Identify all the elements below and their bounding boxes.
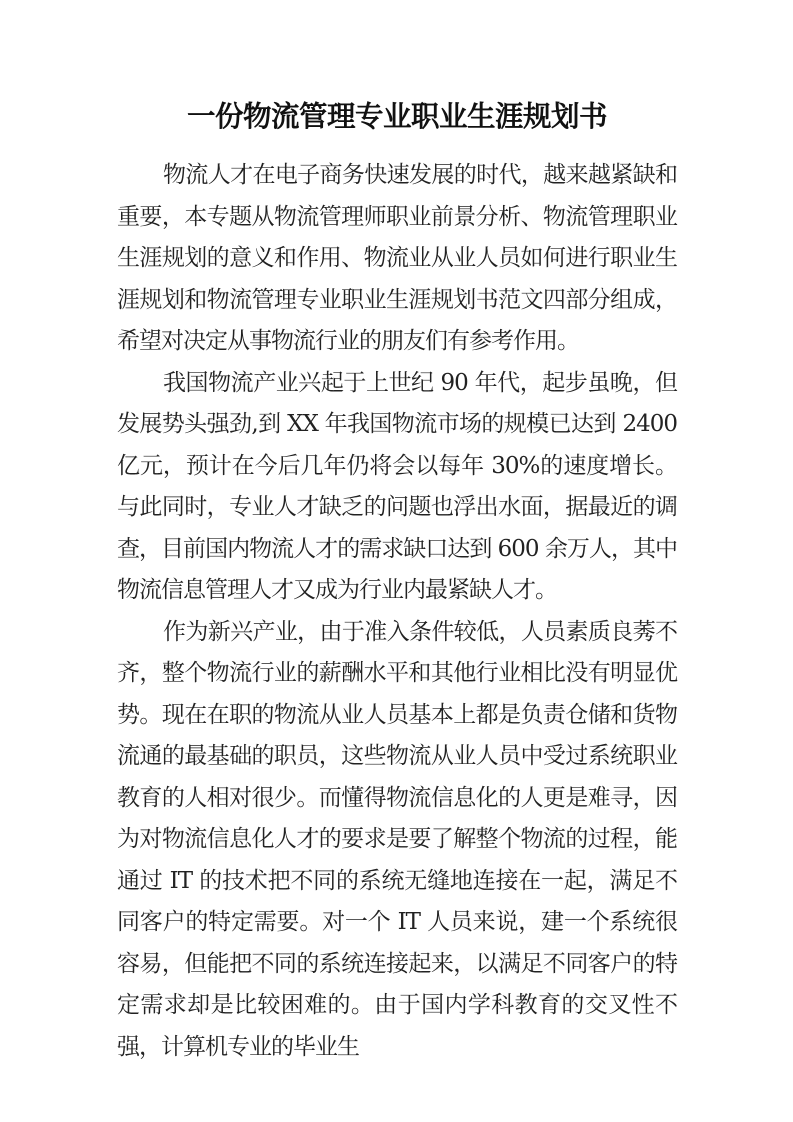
document-content [117, 0, 677, 1068]
paragraph-industry-growth: 我国物流产业兴起于上世纪 90 年代，起步虽晚，但发展势头强劲,到 XX 年我国物流市场的规模已达到 2400 亿元，预计在今后几年仍将会以每年 30%的速度增长。与此同时，专业人才缺乏的问题也浮出水面，据最近的调查，目前国内物流人才的需求缺口达到 600 余万人，其中物流信息管理人才又成为行业内最紧缺人才。 [117, 369, 677, 604]
document-body [117, 155, 677, 1068]
paragraph-talent-analysis: 作为新兴产业，由于准入条件较低，人员素质良莠不齐，整个物流行业的薪酬水平和其他行业相比没有明显优势。现在在职的物流从业人员基本上都是负责仓储和货物流通的最基础的职员，这些物流从业人员中受过系统职业教育的人相对很少。而懂得物流信息化的人更是难寻，因为对物流信息化人才的要求是要了解整个物流的过程，能通过 IT 的技术把不同的系统无缝地连接在一起，满足不同客户的特定需要。对一个 IT 人员来说，建一个系统很容易，但能把不同的系统连接起来，以满足不同客户的特定需求却是比较困难的。由于国内学科教育的交叉性不强，计算机专业的毕业生 [117, 618, 677, 1060]
document-title: 一份物流管理专业职业生涯规划书 [186, 99, 607, 133]
paragraph-intro: 物流人才在电子商务快速发展的时代，越来越紧缺和重要，本专题从物流管理师职业前景分析、物流管理职业生涯规划的意义和作用、物流业从业人员如何进行职业生涯规划和物流管理专业职业生涯规划书范文四部分组成，希望对决定从事物流行业的朋友们有参考作用。 [117, 162, 677, 355]
